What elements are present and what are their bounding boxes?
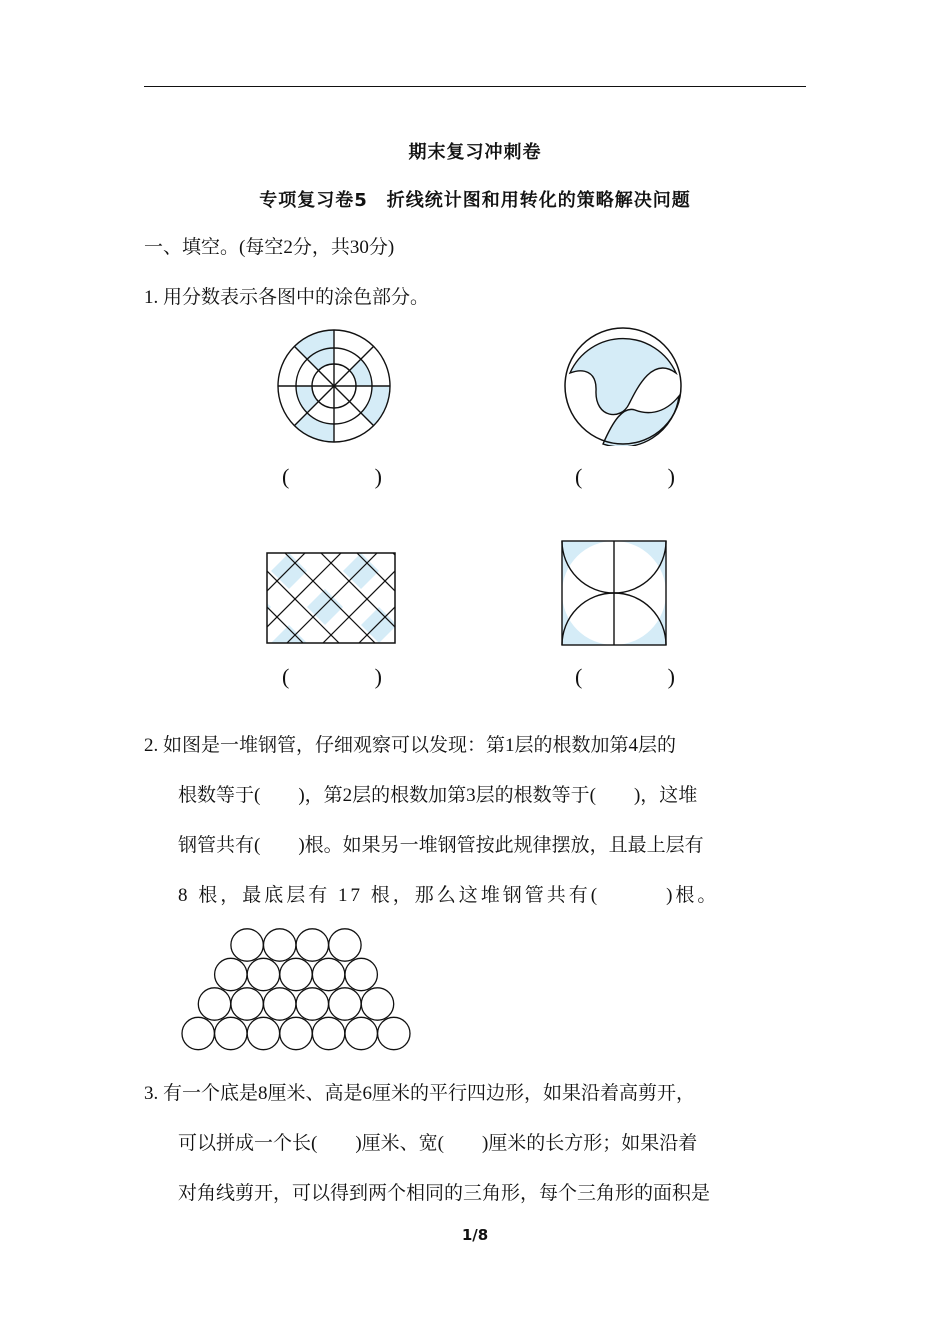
- pipe-circle: [280, 1017, 312, 1049]
- figure-pipe-stack: [176, 926, 416, 1058]
- page-subtitle: 专项复习卷5 折线统计图和用转化的策略解决问题: [259, 190, 691, 211]
- header-rule: [144, 86, 806, 87]
- question-2-line-1: 2. 如图是一堆钢管，仔细观察可以发现：第1层的根数加第4层的: [144, 735, 677, 756]
- pipe-circle: [296, 929, 328, 961]
- figure-swirl-circle: [563, 326, 683, 446]
- figure-square-semicircles: [561, 540, 667, 646]
- page-number: 1/8: [461, 1226, 489, 1244]
- page-title: 期末复习冲刺卷: [408, 142, 542, 163]
- pipe-circle: [378, 1017, 410, 1049]
- pipe-circle: [296, 988, 328, 1020]
- pipe-circle: [312, 958, 344, 990]
- pipe-circle: [329, 988, 361, 1020]
- question-2-line-4: 8 根，最底层有 17 根，那么这堆钢管共有( )根。: [178, 885, 720, 906]
- pipe-circle: [182, 1017, 214, 1049]
- pipe-circle: [198, 988, 230, 1020]
- section-heading: 一、填空。(每空2分，共30分): [144, 237, 395, 258]
- question-2-line-2: 根数等于( )，第2层的根数加第3层的根数等于( )，这堆: [178, 785, 698, 806]
- question-1-text: 1. 用分数表示各图中的涂色部分。: [144, 287, 430, 308]
- pipe-circle: [361, 988, 393, 1020]
- pipe-circle: [215, 1017, 247, 1049]
- pipe-circle: [215, 958, 247, 990]
- figure-concentric-circles: [276, 328, 392, 444]
- pipe-circle: [247, 1017, 279, 1049]
- pipe-circle: [264, 929, 296, 961]
- pipe-circle: [345, 1017, 377, 1049]
- question-2-line-3: 钢管共有( )根。如果另一堆钢管按此规律摆放，且最上层有: [178, 835, 704, 856]
- question-3-line-2: 可以拼成一个长( )厘米、宽( )厘米的长方形；如果沿着: [178, 1133, 698, 1154]
- pipe-circle: [231, 988, 263, 1020]
- question-3-line-3: 对角线剪开，可以得到两个相同的三角形，每个三角形的面积是: [178, 1183, 711, 1204]
- pipe-circle: [329, 929, 361, 961]
- pipe-circle: [231, 929, 263, 961]
- question-3-line-1: 3. 有一个底是8厘米、高是6厘米的平行四边形，如果沿着高剪开，: [144, 1083, 696, 1104]
- figure-diagonal-grid-rectangle: [266, 552, 396, 644]
- pipe-circle: [280, 958, 312, 990]
- pipe-circle: [312, 1017, 344, 1049]
- pipe-circle: [264, 988, 296, 1020]
- pipe-circle: [345, 958, 377, 990]
- pipe-circle: [247, 958, 279, 990]
